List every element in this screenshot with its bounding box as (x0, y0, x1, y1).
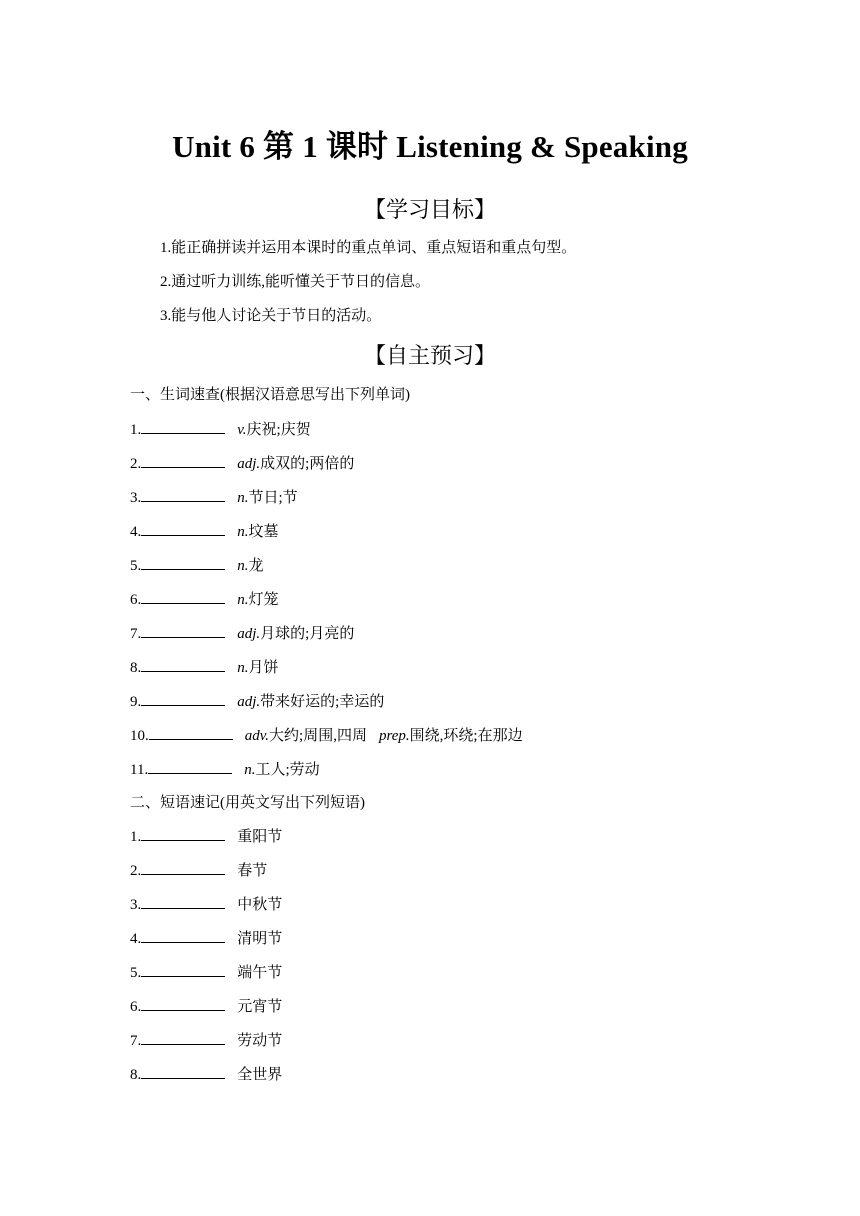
answer-blank[interactable] (141, 521, 225, 536)
item-number: 11. (130, 762, 149, 778)
preview-heading: 【自主预习】 (363, 344, 496, 369)
item-meaning: 劳动节 (237, 1033, 283, 1049)
item-meaning: 大约;周围,四周 (269, 728, 367, 744)
objective-item: 2.通过听力训练,能听懂关于节日的信息。 (160, 274, 431, 290)
part-of-speech: adj. (237, 626, 261, 642)
item-meaning: 工人;劳动 (255, 762, 320, 778)
item-number: 5. (130, 965, 142, 981)
vocab-item (130, 487, 298, 508)
item-meaning: 龙 (248, 558, 264, 574)
vocab-item (130, 725, 523, 746)
part-of-speech: n. (237, 660, 249, 676)
answer-blank[interactable] (141, 419, 225, 434)
item-meaning: 重阳节 (237, 829, 283, 845)
item-number: 9. (130, 694, 142, 710)
phrase-item (130, 860, 267, 881)
part-of-speech: adj. (237, 456, 261, 472)
item-meaning: 庆祝;庆贺 (246, 422, 311, 438)
item-meaning: 月饼 (248, 660, 279, 676)
vocab-item (130, 453, 354, 474)
answer-blank[interactable] (141, 691, 225, 706)
part1-title: 一、生词速查(根据汉语意思写出下列单词) (130, 387, 410, 403)
phrase-item (130, 1030, 282, 1051)
objective-item: 3.能与他人讨论关于节日的活动。 (160, 308, 382, 324)
item-number: 10. (130, 728, 149, 744)
answer-blank[interactable] (141, 860, 225, 875)
phrase-item (130, 894, 282, 915)
item-number: 3. (130, 490, 142, 506)
part-of-speech: n. (237, 490, 249, 506)
page-title: Unit 6 第 1 课时 Listening & Speaking (172, 129, 688, 164)
answer-blank[interactable] (141, 1064, 225, 1079)
item-meaning: 端午节 (237, 965, 283, 981)
answer-blank[interactable] (141, 894, 225, 909)
answer-blank[interactable] (148, 759, 232, 774)
part2-title: 二、短语速记(用英文写出下列短语) (130, 795, 365, 811)
phrase-item (130, 826, 282, 847)
part-of-speech: v. (237, 422, 247, 438)
vocab-item (130, 657, 279, 678)
answer-blank[interactable] (141, 826, 225, 841)
item-number: 1. (130, 422, 142, 438)
vocab-item (130, 555, 264, 576)
item-number: 3. (130, 897, 142, 913)
item-meaning: 带来好运的;幸运的 (260, 694, 385, 710)
vocab-item (130, 419, 311, 440)
item-meaning: 清明节 (237, 931, 283, 947)
phrase-item (130, 962, 282, 983)
part-of-speech: adj. (237, 694, 261, 710)
item-number: 8. (130, 1067, 142, 1083)
item-meaning: 灯笼 (248, 592, 279, 608)
part-of-speech: n. (237, 524, 249, 540)
phrase-item (130, 1064, 282, 1085)
item-number: 6. (130, 592, 142, 608)
item-number: 5. (130, 558, 142, 574)
answer-blank[interactable] (141, 487, 225, 502)
item-meaning: 围绕,环绕;在那边 (409, 728, 523, 744)
item-number: 1. (130, 829, 142, 845)
item-meaning: 春节 (237, 863, 268, 879)
answer-blank[interactable] (141, 928, 225, 943)
item-meaning: 中秋节 (237, 897, 283, 913)
answer-blank[interactable] (141, 1030, 225, 1045)
vocab-item (130, 589, 279, 610)
vocab-item (130, 521, 279, 542)
part-of-speech: n. (237, 592, 249, 608)
answer-blank[interactable] (141, 962, 225, 977)
answer-blank[interactable] (141, 453, 225, 468)
item-number: 4. (130, 931, 142, 947)
part-of-speech: n. (237, 558, 249, 574)
item-meaning: 节日;节 (248, 490, 298, 506)
item-number: 7. (130, 626, 142, 642)
item-number: 4. (130, 524, 142, 540)
vocab-item (130, 691, 384, 712)
objective-item: 1.能正确拼读并运用本课时的重点单词、重点短语和重点句型。 (160, 240, 577, 256)
item-number: 7. (130, 1033, 142, 1049)
answer-blank[interactable] (141, 555, 225, 570)
item-meaning: 成双的;两倍的 (260, 456, 355, 472)
item-number: 2. (130, 863, 142, 879)
item-number: 2. (130, 456, 142, 472)
item-meaning: 元宵节 (237, 999, 283, 1015)
phrase-item (130, 928, 282, 949)
item-number: 8. (130, 660, 142, 676)
item-meaning: 坟墓 (248, 524, 279, 540)
answer-blank[interactable] (141, 623, 225, 638)
part-of-speech: n. (244, 762, 256, 778)
part-of-speech: adv. (244, 728, 270, 744)
vocab-item (130, 759, 320, 780)
part-of-speech: prep. (378, 728, 410, 744)
vocab-item (130, 623, 354, 644)
answer-blank[interactable] (141, 996, 225, 1011)
answer-blank[interactable] (141, 589, 225, 604)
answer-blank[interactable] (149, 725, 233, 740)
answer-blank[interactable] (141, 657, 225, 672)
phrase-item (130, 996, 282, 1017)
item-meaning: 全世界 (237, 1067, 283, 1083)
item-meaning: 月球的;月亮的 (260, 626, 355, 642)
objectives-heading: 【学习目标】 (363, 198, 496, 223)
item-number: 6. (130, 999, 142, 1015)
